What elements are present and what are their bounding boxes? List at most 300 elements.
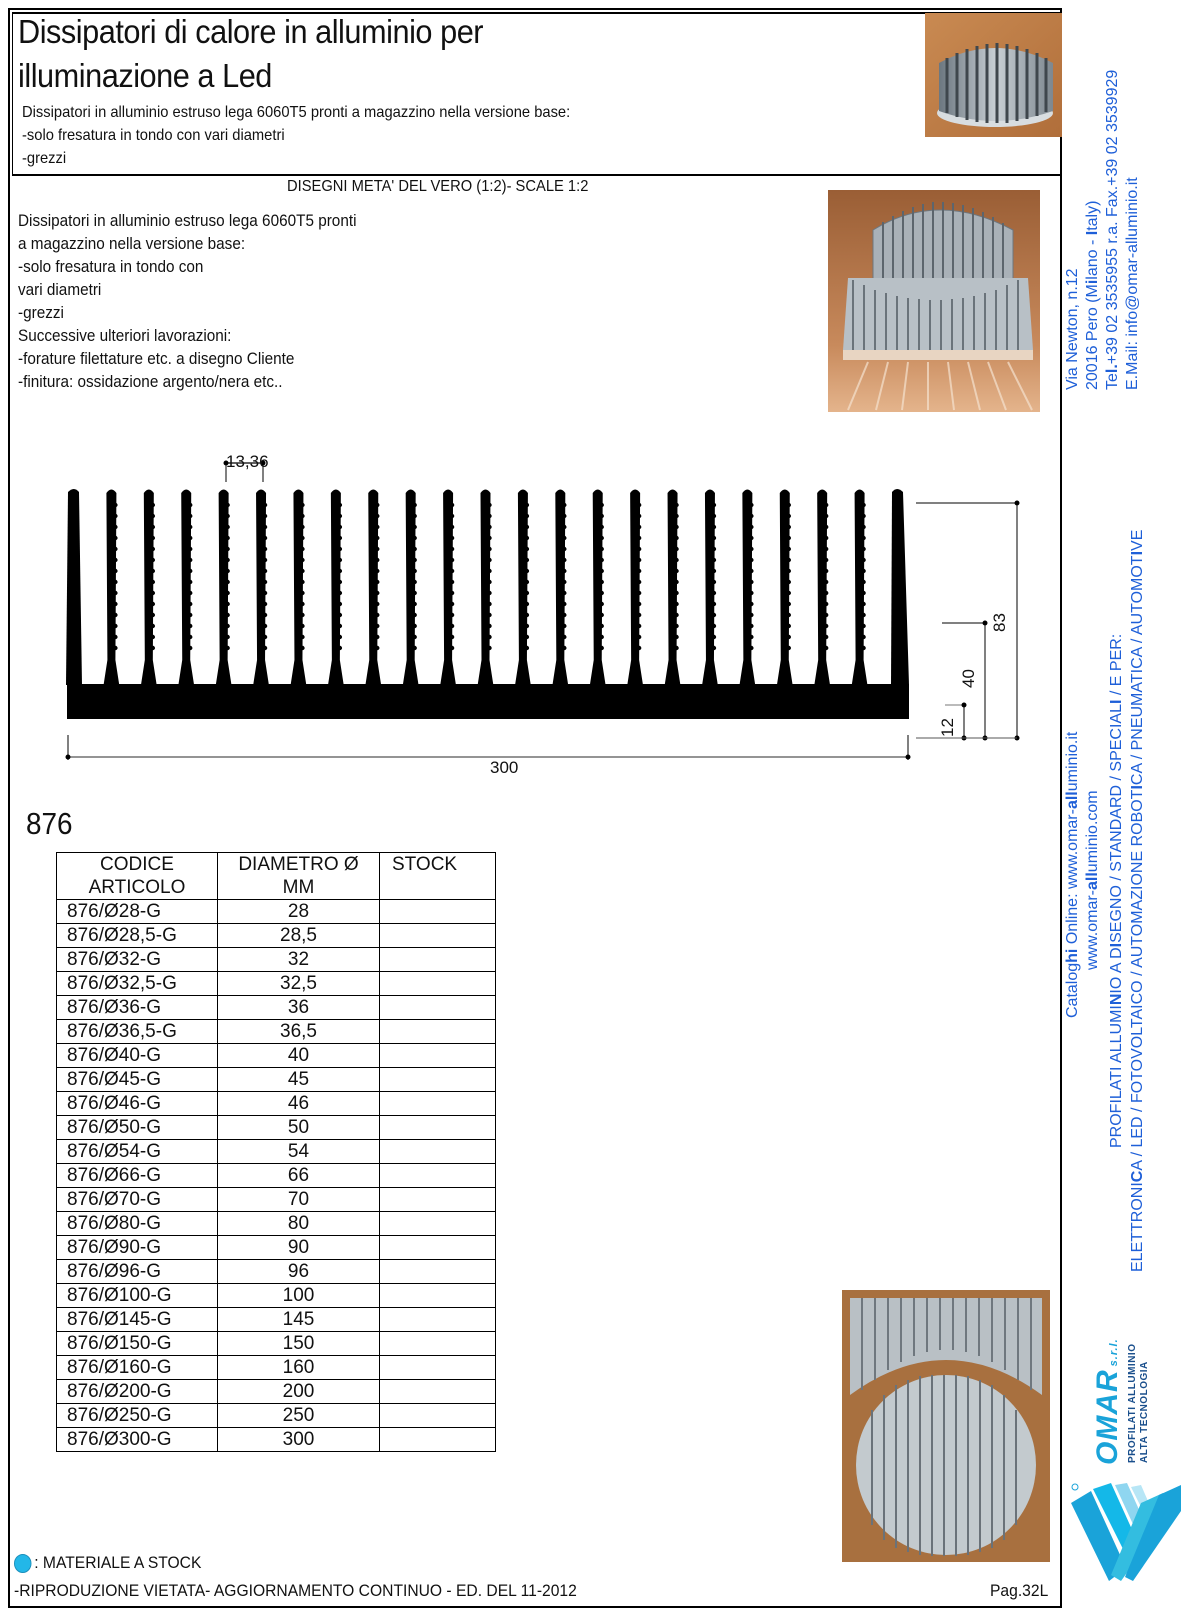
- fin-serration: [151, 602, 155, 606]
- fin-serration: [712, 580, 716, 584]
- heatsink-fin: [515, 490, 531, 687]
- fin-serration: [300, 635, 304, 639]
- fin-serration: [188, 525, 192, 529]
- fin-serration: [674, 503, 678, 507]
- fin-serration: [113, 503, 117, 507]
- fin-serration: [787, 602, 791, 606]
- heatsink-fin: [478, 490, 494, 687]
- cell-stock: [380, 1212, 496, 1236]
- fin-serration: [637, 591, 641, 595]
- fin-serration: [749, 635, 753, 639]
- description-line: vari diametri: [18, 280, 102, 299]
- stock-dot-icon: [14, 1554, 31, 1573]
- dimension-dot: [962, 703, 967, 708]
- address-email[interactable]: E.Mail: info@omar-alluminio.it: [1124, 177, 1141, 390]
- cell-diameter: 90: [218, 1236, 380, 1260]
- fin-serration: [824, 536, 828, 540]
- fin-serration: [338, 547, 342, 551]
- fin-serration: [525, 591, 529, 595]
- cell-diameter: 96: [218, 1260, 380, 1284]
- table-row: [57, 1092, 496, 1116]
- fin-serration: [637, 635, 641, 639]
- cell-stock: [380, 1332, 496, 1356]
- fin-serration: [487, 624, 491, 628]
- fin-serration: [787, 591, 791, 595]
- fin-serration: [824, 558, 828, 562]
- heatsink-fin: [328, 490, 344, 687]
- fin-serration: [151, 558, 155, 562]
- fin-serration: [450, 503, 454, 507]
- table-row: [57, 1116, 496, 1140]
- cell-code: 876/Ø45-G: [57, 1068, 218, 1092]
- fin-serration: [225, 580, 229, 584]
- fin-serration: [824, 547, 828, 551]
- fin-serration: [487, 580, 491, 584]
- heatsink-fin: [739, 490, 755, 687]
- fin-serration: [749, 525, 753, 529]
- cell-code: 876/Ø100-G: [57, 1284, 218, 1308]
- fin-serration: [861, 613, 865, 617]
- fin-serration: [824, 613, 828, 617]
- table-row: [57, 1212, 496, 1236]
- fin-serration: [338, 635, 342, 639]
- heatsink-fin: [403, 490, 419, 687]
- fin-serration: [263, 635, 267, 639]
- fin-serration: [338, 613, 342, 617]
- fin-serration: [338, 514, 342, 518]
- fin-serration: [824, 602, 828, 606]
- fin-serration: [412, 569, 416, 573]
- fin-serration: [637, 624, 641, 628]
- fin-serration: [674, 569, 678, 573]
- fin-serration: [151, 503, 155, 507]
- table-row: [57, 1188, 496, 1212]
- round-heatsink-photo: [925, 13, 1062, 137]
- table-row: [57, 1260, 496, 1284]
- fin-serration: [712, 591, 716, 595]
- fin-serration: [749, 602, 753, 606]
- cell-stock: [380, 1140, 496, 1164]
- fin-serration: [824, 525, 828, 529]
- cell-code: 876/Ø36,5-G: [57, 1020, 218, 1044]
- cell-stock: [380, 1404, 496, 1428]
- fin-serration: [787, 514, 791, 518]
- fin-serration: [674, 580, 678, 584]
- fin-serration: [375, 635, 379, 639]
- header-stock: STOCK: [380, 853, 496, 900]
- fin-serration: [113, 613, 117, 617]
- base-label: 12: [938, 718, 957, 737]
- cell-code: 876/Ø90-G: [57, 1236, 218, 1260]
- cell-stock: [380, 1068, 496, 1092]
- fin-serration: [375, 613, 379, 617]
- fin-serration: [562, 569, 566, 573]
- cell-stock: [380, 900, 496, 924]
- heatsink-fin: [365, 490, 381, 687]
- fin-serration: [412, 591, 416, 595]
- cell-code: 876/Ø150-G: [57, 1332, 218, 1356]
- cell-diameter: 145: [218, 1308, 380, 1332]
- fin-serration: [300, 514, 304, 518]
- fin-serration: [525, 514, 529, 518]
- address-city: 20016 Pero (Milano - Italy): [1084, 200, 1101, 390]
- fin-serration: [637, 580, 641, 584]
- description-line: Successive ulteriori lavorazioni:: [18, 326, 232, 345]
- heatsink-fin: [178, 490, 194, 687]
- fin-serration: [300, 580, 304, 584]
- fin-serration: [263, 591, 267, 595]
- cell-stock: [380, 972, 496, 996]
- fin-serration: [450, 591, 454, 595]
- fin-serration: [787, 547, 791, 551]
- cell-diameter: 200: [218, 1380, 380, 1404]
- fin-serration: [600, 591, 604, 595]
- fin-serration: [824, 591, 828, 595]
- fin-serration: [637, 613, 641, 617]
- description-line: -finitura: ossidazione argento/nera etc..: [18, 372, 283, 391]
- cell-stock: [380, 1428, 496, 1452]
- fin-serration: [225, 558, 229, 562]
- fin-serration: [674, 635, 678, 639]
- fin-serration: [749, 580, 753, 584]
- dimension-dot: [983, 621, 988, 626]
- fin-serration: [113, 635, 117, 639]
- scale-note: DISEGNI META' DEL VERO (1:2)- SCALE 1:2: [287, 178, 589, 195]
- fin-serration: [412, 547, 416, 551]
- fin-serration: [525, 635, 529, 639]
- fin-serration: [412, 646, 416, 650]
- fin-serration: [861, 503, 865, 507]
- fin-serration: [412, 580, 416, 584]
- fin-serration: [562, 613, 566, 617]
- header-codice: CODICE ARTICOLO: [57, 853, 218, 900]
- table-row: [57, 1236, 496, 1260]
- fin-serration: [225, 536, 229, 540]
- fin-serration: [375, 646, 379, 650]
- fin-serration: [787, 580, 791, 584]
- cell-stock: [380, 924, 496, 948]
- fin-serration: [188, 646, 192, 650]
- fin-serration: [674, 613, 678, 617]
- heatsink-technical-drawing: [0, 430, 1030, 790]
- fin-serration: [600, 503, 604, 507]
- address-phone: Tel.+39 02 3535955 r.a. Fax.+39 02 3539929: [1104, 69, 1121, 390]
- heatsink-fin: [141, 490, 157, 687]
- fin-serration: [188, 635, 192, 639]
- fin-serration: [225, 624, 229, 628]
- fin-serration: [188, 613, 192, 617]
- fin-serration: [338, 591, 342, 595]
- cell-diameter: 32,5: [218, 972, 380, 996]
- fin-serration: [861, 558, 865, 562]
- cell-code: 876/Ø28-G: [57, 900, 218, 924]
- cell-code: 876/Ø250-G: [57, 1404, 218, 1428]
- fin-serration: [263, 624, 267, 628]
- fin-serration: [787, 503, 791, 507]
- fin-serration: [562, 525, 566, 529]
- fin-serration: [225, 525, 229, 529]
- fin-serration: [787, 525, 791, 529]
- cell-code: 876/Ø80-G: [57, 1212, 218, 1236]
- table-row: [57, 1404, 496, 1428]
- cell-diameter: 160: [218, 1356, 380, 1380]
- fin-serration: [375, 602, 379, 606]
- cell-stock: [380, 1164, 496, 1188]
- fin-serration: [188, 558, 192, 562]
- heatsink-fin: [66, 489, 82, 685]
- heatsink-fin: [627, 490, 643, 687]
- fin-serration: [712, 569, 716, 573]
- fin-serration: [412, 536, 416, 540]
- fin-serration: [487, 536, 491, 540]
- fin-serration: [637, 514, 641, 518]
- fin-serration: [749, 591, 753, 595]
- table-row: [57, 1140, 496, 1164]
- cell-diameter: 50: [218, 1116, 380, 1140]
- table-row: [57, 900, 496, 924]
- fin-serration: [749, 536, 753, 540]
- fin-serration: [861, 591, 865, 595]
- fin-serration: [600, 646, 604, 650]
- fin-serration: [412, 558, 416, 562]
- cell-diameter: 28: [218, 900, 380, 924]
- fin-serration: [225, 591, 229, 595]
- cell-code: 876/Ø32-G: [57, 948, 218, 972]
- cell-diameter: 46: [218, 1092, 380, 1116]
- fin-serration: [787, 536, 791, 540]
- fin-serration: [113, 525, 117, 529]
- fin-serration: [487, 569, 491, 573]
- sectors-tagline: ELETTRONICA / LED / FOTOVOLTAICO / AUTOMAZIONE ROBOTICA / PNEUMATICA / AUTOMOTIVE: [1129, 529, 1146, 1272]
- fin-serration: [824, 646, 828, 650]
- cell-diameter: 66: [218, 1164, 380, 1188]
- mid-label: 40: [959, 669, 978, 688]
- fin-serration: [525, 536, 529, 540]
- fin-serration: [151, 646, 155, 650]
- fin-serration: [412, 635, 416, 639]
- cell-code: 876/Ø200-G: [57, 1380, 218, 1404]
- fin-serration: [338, 624, 342, 628]
- fin-serration: [375, 503, 379, 507]
- fin-serration: [338, 525, 342, 529]
- fin-serration: [487, 646, 491, 650]
- pitch-label: 13,36: [226, 452, 269, 471]
- heatsink-fin: [440, 490, 456, 687]
- fin-serration: [450, 613, 454, 617]
- legend-label: : MATERIALE A STOCK: [34, 1553, 202, 1572]
- description-line: -grezzi: [18, 303, 64, 322]
- catalog-online-link[interactable]: Cataloghi Online: www.omar-alluminio.it: [1064, 731, 1081, 1018]
- table-row: [57, 972, 496, 996]
- cell-code: 876/Ø160-G: [57, 1356, 218, 1380]
- intro-line: -solo fresatura in tondo con vari diametri: [22, 127, 285, 144]
- fin-serration: [487, 558, 491, 562]
- fin-serration: [338, 580, 342, 584]
- header-diametro: DIAMETRO Ø MM: [218, 853, 380, 900]
- table-row: [57, 948, 496, 972]
- fin-serration: [787, 646, 791, 650]
- cell-diameter: 32: [218, 948, 380, 972]
- cell-stock: [380, 1308, 496, 1332]
- fin-serration: [338, 602, 342, 606]
- fin-serration: [263, 580, 267, 584]
- logo-mark-icon: [1071, 1483, 1181, 1583]
- fin-serration: [225, 503, 229, 507]
- fin-serration: [749, 558, 753, 562]
- fin-serration: [861, 646, 865, 650]
- fin-serration: [487, 503, 491, 507]
- fin-serration: [637, 547, 641, 551]
- fin-serration: [375, 569, 379, 573]
- fin-serration: [674, 536, 678, 540]
- fin-serration: [712, 602, 716, 606]
- fin-serration: [861, 525, 865, 529]
- cell-stock: [380, 1188, 496, 1212]
- fin-serration: [113, 624, 117, 628]
- description-line: Dissipatori in alluminio estruso lega 6060T5 pronti: [18, 211, 357, 230]
- fin-serration: [225, 646, 229, 650]
- fin-serration: [450, 602, 454, 606]
- fin-serration: [188, 569, 192, 573]
- fin-serration: [487, 591, 491, 595]
- profile-tagline: PROFILATI ALLUMINIO A DISEGNO / STANDARD / SPECIALI / E PER:: [1108, 633, 1125, 1148]
- cell-diameter: 250: [218, 1404, 380, 1428]
- cell-stock: [380, 1260, 496, 1284]
- fin-serration: [712, 624, 716, 628]
- fin-serration: [525, 558, 529, 562]
- fin-serration: [600, 547, 604, 551]
- fin-serration: [263, 547, 267, 551]
- fin-serration: [787, 613, 791, 617]
- fin-serration: [113, 646, 117, 650]
- cell-diameter: 300: [218, 1428, 380, 1452]
- cell-code: 876/Ø70-G: [57, 1188, 218, 1212]
- fin-serration: [787, 558, 791, 562]
- address-block: [1063, 70, 1143, 390]
- fin-serration: [338, 536, 342, 540]
- heatsink-fin: [103, 490, 119, 687]
- fin-serration: [375, 547, 379, 551]
- fin-serration: [300, 591, 304, 595]
- fin-serration: [600, 635, 604, 639]
- fin-serration: [375, 558, 379, 562]
- cell-stock: [380, 948, 496, 972]
- cell-stock: [380, 1380, 496, 1404]
- cell-code: 876/Ø36-G: [57, 996, 218, 1020]
- fin-serration: [674, 525, 678, 529]
- heatsink-profile-photo: [828, 190, 1040, 412]
- fin-serration: [263, 503, 267, 507]
- fin-serration: [712, 547, 716, 551]
- cell-diameter: 150: [218, 1332, 380, 1356]
- cell-diameter: 45: [218, 1068, 380, 1092]
- title-line-2: illuminazione a Led: [18, 57, 272, 94]
- fin-serration: [151, 547, 155, 551]
- fin-serration: [450, 624, 454, 628]
- fin-serration: [525, 503, 529, 507]
- fin-serration: [113, 569, 117, 573]
- address-street: Via Newton, n.12: [1064, 268, 1081, 390]
- fin-serration: [375, 536, 379, 540]
- fin-serration: [300, 602, 304, 606]
- fin-serration: [749, 514, 753, 518]
- fin-serration: [113, 558, 117, 562]
- fin-serration: [861, 635, 865, 639]
- fin-serration: [225, 635, 229, 639]
- fin-serration: [412, 514, 416, 518]
- fin-serration: [562, 558, 566, 562]
- fin-serration: [824, 624, 828, 628]
- heatsink-fin: [290, 490, 306, 687]
- fin-serration: [487, 635, 491, 639]
- fin-serration: [188, 591, 192, 595]
- cell-stock: [380, 1284, 496, 1308]
- fin-serration: [225, 602, 229, 606]
- cell-diameter: 70: [218, 1188, 380, 1212]
- fin-serration: [637, 646, 641, 650]
- dimension-dot: [1015, 501, 1020, 506]
- fin-serration: [787, 635, 791, 639]
- fin-serration: [450, 525, 454, 529]
- fin-serration: [225, 514, 229, 518]
- heatsink-fin: [702, 490, 718, 687]
- fin-serration: [562, 547, 566, 551]
- table-row: [57, 1068, 496, 1092]
- heatsink-fin: [253, 490, 269, 687]
- fin-serration: [113, 580, 117, 584]
- website-link[interactable]: www.omar-alluminio.com: [1084, 790, 1101, 970]
- cell-code: 876/Ø50-G: [57, 1116, 218, 1140]
- product-code: 876: [26, 806, 73, 841]
- description-line: a magazzino nella versione base:: [18, 234, 246, 253]
- cell-stock: [380, 996, 496, 1020]
- fin-serration: [338, 646, 342, 650]
- fin-serration: [712, 525, 716, 529]
- heatsink-fin: [216, 490, 232, 687]
- fin-serration: [562, 580, 566, 584]
- fin-serration: [787, 569, 791, 573]
- description: [18, 209, 356, 393]
- heatsink-fin: [852, 490, 868, 687]
- fin-serration: [412, 613, 416, 617]
- table-row: [57, 1380, 496, 1404]
- fin-serration: [263, 558, 267, 562]
- cell-code: 876/Ø46-G: [57, 1092, 218, 1116]
- fin-serration: [600, 613, 604, 617]
- width-label: 300: [490, 758, 519, 777]
- fin-serration: [263, 613, 267, 617]
- intro-line: Dissipatori in alluminio estruso lega 6060T5 pronti a magazzino nella versione base:: [22, 104, 571, 121]
- fin-serration: [674, 602, 678, 606]
- table-row: [57, 1284, 496, 1308]
- fin-serration: [263, 514, 267, 518]
- fin-serration: [824, 503, 828, 507]
- fin-serration: [450, 547, 454, 551]
- fin-serration: [824, 635, 828, 639]
- intro-text: [22, 101, 570, 170]
- fin-serration: [487, 525, 491, 529]
- height-label: 83: [990, 613, 1009, 632]
- cell-diameter: 28,5: [218, 924, 380, 948]
- fin-serration: [562, 646, 566, 650]
- fin-serration: [375, 580, 379, 584]
- fin-serration: [525, 624, 529, 628]
- fin-serration: [300, 558, 304, 562]
- fin-serration: [263, 536, 267, 540]
- cell-diameter: 100: [218, 1284, 380, 1308]
- heatsink-base: [67, 684, 909, 719]
- heatsink-fins: [66, 489, 909, 686]
